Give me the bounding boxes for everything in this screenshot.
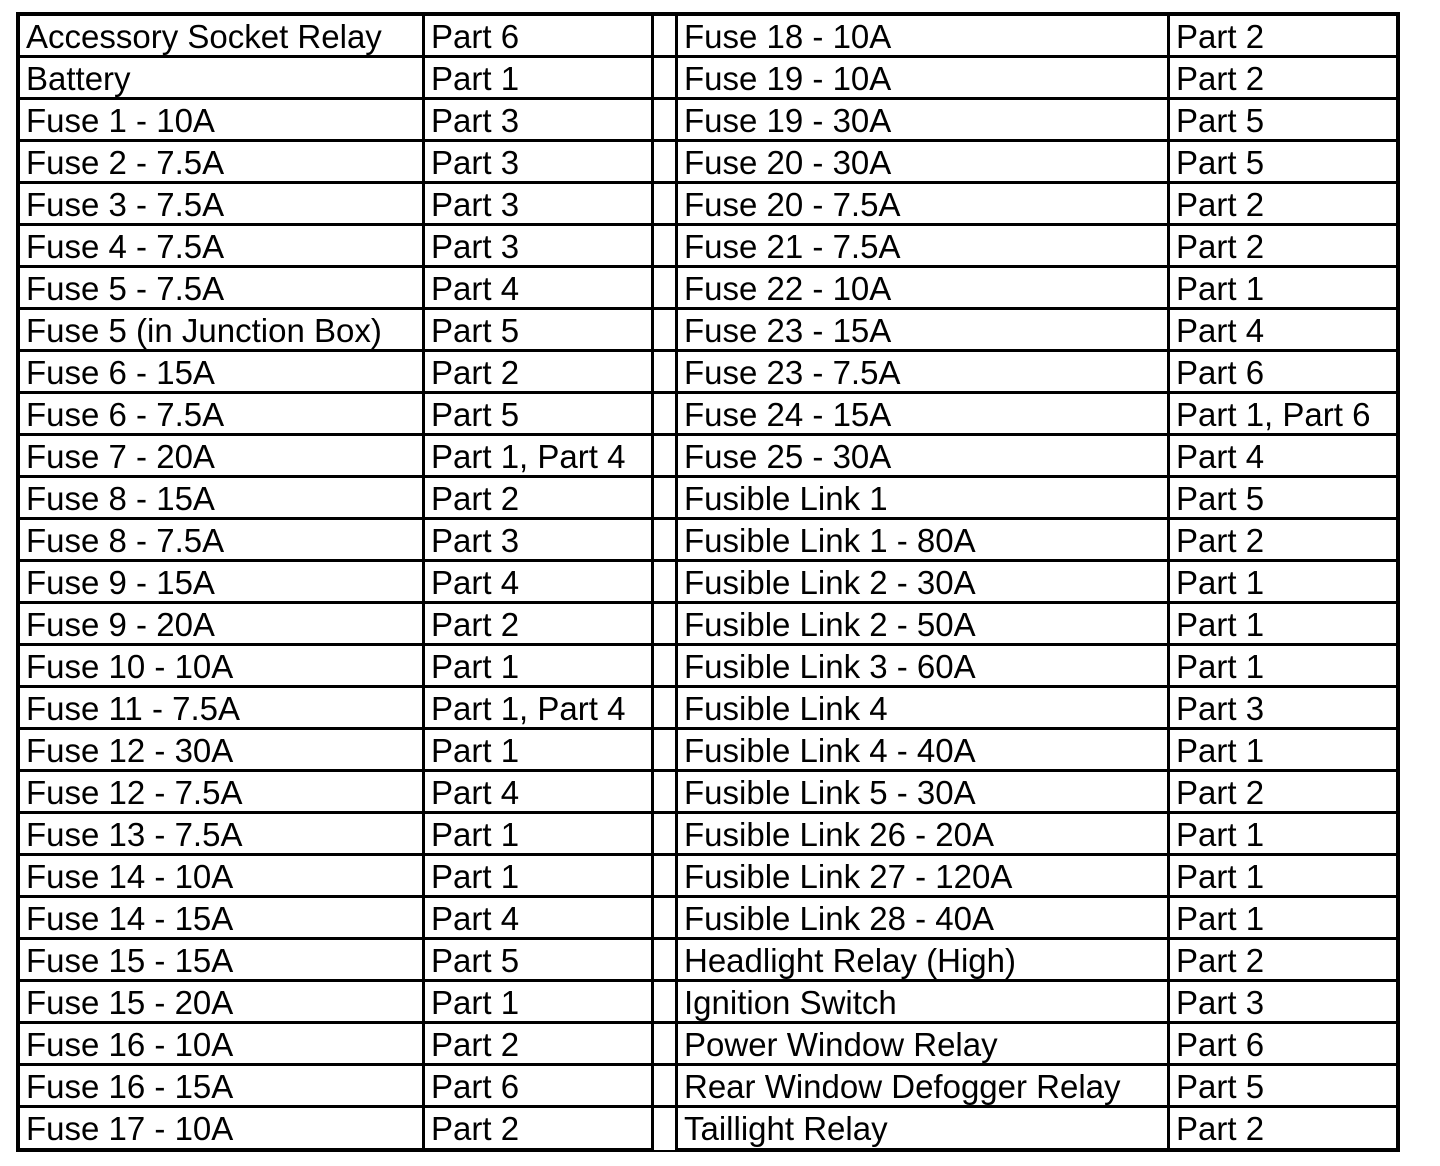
column-divider xyxy=(654,352,678,391)
component-cell: Fuse 13 - 7.5A xyxy=(20,814,425,853)
component-cell: Fuse 20 - 30A xyxy=(678,142,1170,181)
component-cell: Fuse 20 - 7.5A xyxy=(678,184,1170,223)
table-row xyxy=(20,100,1396,142)
component-cell: Rear Window Defogger Relay xyxy=(678,1066,1170,1105)
table-row xyxy=(20,856,1396,898)
location-cell: Part 5 xyxy=(1176,1068,1265,1105)
component-cell: Fuse 23 - 7.5A xyxy=(678,352,1170,391)
column-divider xyxy=(654,982,678,1021)
component-cell: Fuse 14 - 10A xyxy=(20,856,425,895)
component-cell: Headlight Relay (High) xyxy=(678,940,1170,979)
component-cell: Fuse 11 - 7.5A xyxy=(20,688,425,727)
component-cell: Ignition Switch xyxy=(678,982,1170,1021)
column-divider xyxy=(654,814,678,853)
table-row xyxy=(20,940,1396,982)
component-cell: Fuse 3 - 7.5A xyxy=(20,184,425,223)
component-cell: Fuse 16 - 15A xyxy=(20,1066,425,1105)
component-cell: Fuse 17 - 10A xyxy=(20,1108,425,1150)
location-cell: Part 4 xyxy=(425,562,654,601)
column-divider xyxy=(654,268,678,307)
location-cell: Part 2 xyxy=(1176,228,1265,265)
location-cell: Part 1 xyxy=(425,856,654,895)
column-divider xyxy=(654,394,678,433)
location-cell: Part 2 xyxy=(1176,522,1265,559)
component-cell: Fusible Link 27 - 120A xyxy=(678,856,1170,895)
location-cell: Part 2 xyxy=(425,478,654,517)
component-cell: Fuse 5 (in Junction Box) xyxy=(20,310,425,349)
table-row xyxy=(20,226,1396,268)
component-cell: Fuse 19 - 10A xyxy=(678,58,1170,97)
table-row xyxy=(20,520,1396,562)
component-cell: Battery xyxy=(20,58,425,97)
component-cell: Fuse 12 - 7.5A xyxy=(20,772,425,811)
location-cell: Part 1 xyxy=(425,58,654,97)
column-divider xyxy=(654,856,678,895)
table-row xyxy=(20,1024,1396,1066)
column-divider xyxy=(654,184,678,223)
table-row xyxy=(20,1066,1396,1108)
location-cell: Part 2 xyxy=(1176,942,1265,979)
component-cell: Fuse 23 - 15A xyxy=(678,310,1170,349)
table-row xyxy=(20,58,1396,100)
component-cell: Fuse 6 - 7.5A xyxy=(20,394,425,433)
location-cell: Part 1, Part 4 xyxy=(425,436,654,475)
component-cell: Fuse 6 - 15A xyxy=(20,352,425,391)
column-divider xyxy=(654,1024,678,1063)
table-row xyxy=(20,142,1396,184)
column-divider xyxy=(654,436,678,475)
component-cell: Fuse 21 - 7.5A xyxy=(678,226,1170,265)
location-cell: Part 4 xyxy=(425,268,654,307)
location-cell: Part 3 xyxy=(1176,984,1265,1021)
column-divider xyxy=(654,898,678,937)
column-divider xyxy=(654,142,678,181)
location-cell: Part 3 xyxy=(425,226,654,265)
location-cell: Part 1 xyxy=(425,646,654,685)
component-cell: Fusible Link 2 - 30A xyxy=(678,562,1170,601)
component-cell: Fuse 22 - 10A xyxy=(678,268,1170,307)
location-cell: Part 1 xyxy=(425,814,654,853)
location-cell: Part 1 xyxy=(1176,858,1265,895)
column-divider xyxy=(654,310,678,349)
location-cell: Part 1, Part 6 xyxy=(1176,396,1371,433)
location-cell: Part 1 xyxy=(1176,900,1265,937)
table-row xyxy=(20,898,1396,940)
component-cell: Fuse 15 - 15A xyxy=(20,940,425,979)
column-divider xyxy=(654,226,678,265)
table-row xyxy=(20,814,1396,856)
column-divider xyxy=(654,520,678,559)
location-cell: Part 1 xyxy=(1176,648,1265,685)
table-row xyxy=(20,688,1396,730)
component-cell: Fuse 19 - 30A xyxy=(678,100,1170,139)
component-cell: Fusible Link 3 - 60A xyxy=(678,646,1170,685)
column-divider xyxy=(654,688,678,727)
location-cell: Part 5 xyxy=(425,310,654,349)
column-divider xyxy=(654,1066,678,1105)
component-cell: Fuse 24 - 15A xyxy=(678,394,1170,433)
component-cell: Fuse 9 - 15A xyxy=(20,562,425,601)
component-cell: Fusible Link 4 xyxy=(678,688,1170,727)
column-divider xyxy=(654,478,678,517)
table-row xyxy=(20,772,1396,814)
column-divider xyxy=(654,58,678,97)
component-cell: Fuse 8 - 7.5A xyxy=(20,520,425,559)
location-cell: Part 2 xyxy=(425,1024,654,1063)
component-cell: Fuse 15 - 20A xyxy=(20,982,425,1021)
location-cell: Part 4 xyxy=(425,772,654,811)
table-row xyxy=(20,184,1396,226)
column-divider xyxy=(654,940,678,979)
column-divider xyxy=(654,16,678,55)
location-cell: Part 1 xyxy=(1176,270,1265,307)
column-divider xyxy=(654,562,678,601)
component-cell: Fuse 7 - 20A xyxy=(20,436,425,475)
location-cell: Part 3 xyxy=(425,142,654,181)
location-cell: Part 2 xyxy=(425,352,654,391)
column-divider xyxy=(654,604,678,643)
column-divider xyxy=(654,646,678,685)
table-body xyxy=(20,16,1396,1148)
location-cell: Part 5 xyxy=(425,940,654,979)
location-cell: Part 1 xyxy=(425,730,654,769)
table-row xyxy=(20,436,1396,478)
table-row xyxy=(20,562,1396,604)
column-divider xyxy=(654,730,678,769)
table-row xyxy=(20,604,1396,646)
location-cell: Part 1, Part 4 xyxy=(425,688,654,727)
column-divider xyxy=(654,1108,678,1150)
component-cell: Fuse 12 - 30A xyxy=(20,730,425,769)
table-row xyxy=(20,982,1396,1024)
location-cell: Part 2 xyxy=(1176,774,1265,811)
location-cell: Part 4 xyxy=(425,898,654,937)
location-cell: Part 5 xyxy=(1176,480,1265,517)
location-cell: Part 6 xyxy=(1176,1026,1265,1063)
location-cell: Part 1 xyxy=(1176,732,1265,769)
component-cell: Fusible Link 2 - 50A xyxy=(678,604,1170,643)
location-cell: Part 6 xyxy=(425,16,654,55)
location-cell: Part 6 xyxy=(425,1066,654,1105)
location-cell: Part 2 xyxy=(1176,18,1265,55)
component-cell: Fuse 2 - 7.5A xyxy=(20,142,425,181)
component-cell: Fusible Link 26 - 20A xyxy=(678,814,1170,853)
location-cell: Part 1 xyxy=(1176,606,1265,643)
table-row xyxy=(20,268,1396,310)
table-row xyxy=(20,646,1396,688)
component-location-table xyxy=(16,12,1400,1152)
location-cell: Part 1 xyxy=(425,982,654,1021)
component-cell: Fusible Link 5 - 30A xyxy=(678,772,1170,811)
location-cell: Part 5 xyxy=(1176,144,1265,181)
component-cell: Power Window Relay xyxy=(678,1024,1170,1063)
location-cell: Part 3 xyxy=(1176,690,1265,727)
component-cell: Fusible Link 1 - 80A xyxy=(678,520,1170,559)
component-cell: Fuse 14 - 15A xyxy=(20,898,425,937)
table-row xyxy=(20,394,1396,436)
location-cell: Part 5 xyxy=(1176,102,1265,139)
location-cell: Part 3 xyxy=(425,100,654,139)
table-row xyxy=(20,352,1396,394)
component-cell: Fuse 8 - 15A xyxy=(20,478,425,517)
table-row xyxy=(20,16,1396,58)
component-cell: Fusible Link 1 xyxy=(678,478,1170,517)
component-cell: Fusible Link 4 - 40A xyxy=(678,730,1170,769)
table-row xyxy=(20,730,1396,772)
location-cell: Part 3 xyxy=(425,184,654,223)
location-cell: Part 4 xyxy=(1176,312,1265,349)
component-cell: Fuse 9 - 20A xyxy=(20,604,425,643)
table-row xyxy=(20,1108,1396,1150)
location-cell: Part 2 xyxy=(425,604,654,643)
location-cell: Part 1 xyxy=(1176,564,1265,601)
location-cell: Part 3 xyxy=(425,520,654,559)
component-cell: Fuse 16 - 10A xyxy=(20,1024,425,1063)
location-cell: Part 2 xyxy=(1176,186,1265,223)
location-cell: Part 2 xyxy=(1176,60,1265,97)
component-cell: Accessory Socket Relay xyxy=(20,16,425,55)
component-cell: Fuse 4 - 7.5A xyxy=(20,226,425,265)
location-cell: Part 1 xyxy=(1176,816,1265,853)
location-cell: Part 4 xyxy=(1176,438,1265,475)
component-cell: Fuse 1 - 10A xyxy=(20,100,425,139)
location-cell: Part 2 xyxy=(425,1108,654,1150)
component-cell: Fuse 10 - 10A xyxy=(20,646,425,685)
component-cell: Fuse 18 - 10A xyxy=(678,16,1170,55)
location-cell: Part 6 xyxy=(1176,354,1265,391)
component-cell: Fuse 25 - 30A xyxy=(678,436,1170,475)
location-cell: Part 5 xyxy=(425,394,654,433)
component-cell: Fusible Link 28 - 40A xyxy=(678,898,1170,937)
component-cell: Fuse 5 - 7.5A xyxy=(20,268,425,307)
table-row xyxy=(20,310,1396,352)
table-row xyxy=(20,478,1396,520)
column-divider xyxy=(654,772,678,811)
component-cell: Taillight Relay xyxy=(678,1108,1170,1150)
location-cell: Part 2 xyxy=(1176,1110,1265,1147)
column-divider xyxy=(654,100,678,139)
